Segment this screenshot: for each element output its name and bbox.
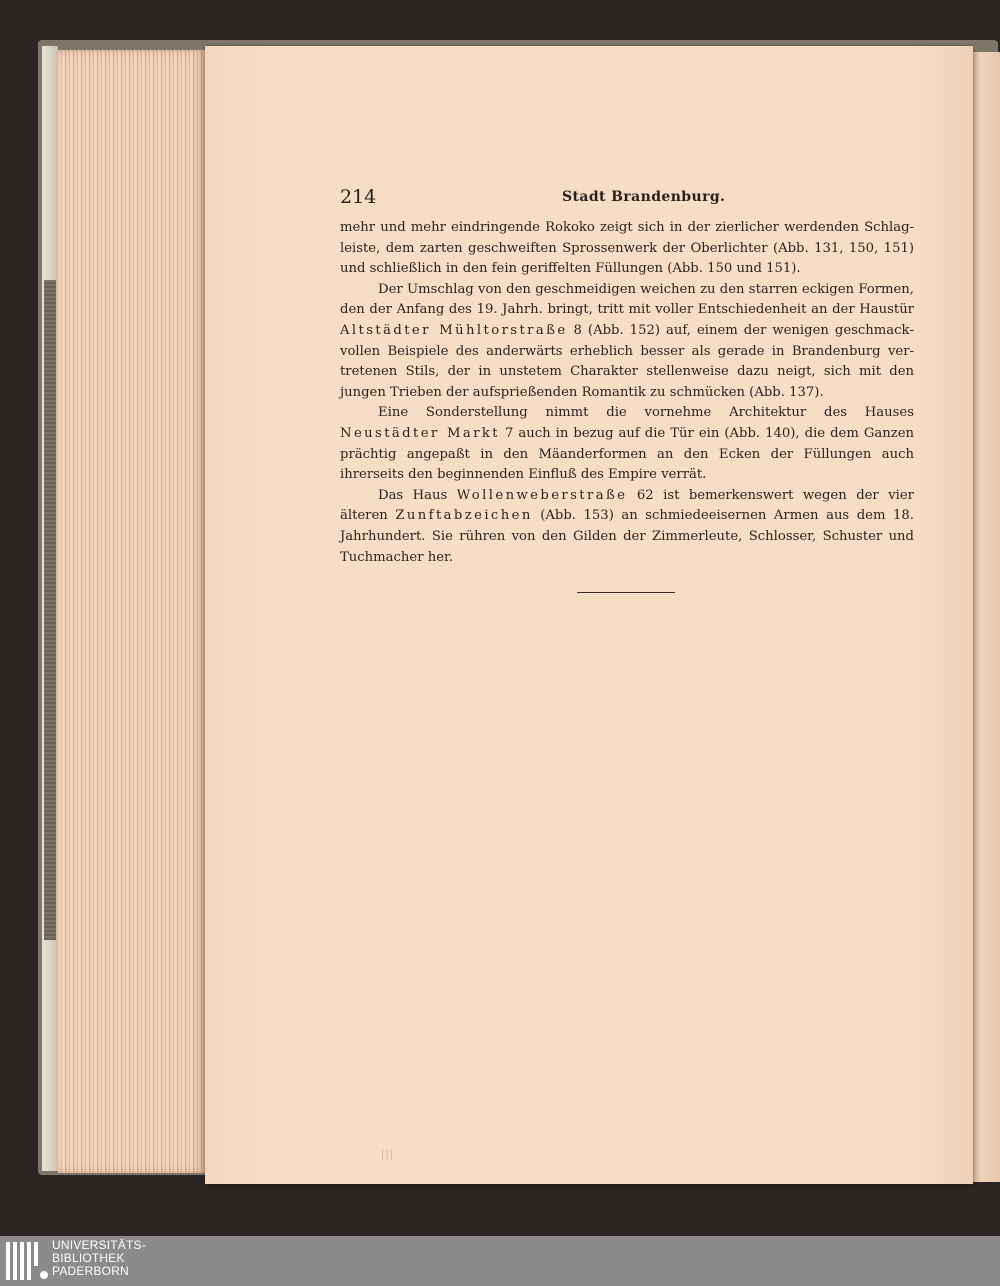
paragraph-text: 7 auch in bezug auf die Tür ein (Abb. 140), die dem Ganzen prächtig angepaßt in den Mäanderformen an den Ecken der Füllungen auch ihrerseits den beginnenden Einfluß des Empire verrät.: [340, 425, 915, 483]
library-name-line-3: PADERBORN: [52, 1264, 129, 1278]
book-page: [205, 46, 973, 1184]
facing-page-edge: [973, 52, 1000, 1182]
page-header: [340, 186, 900, 216]
paragraph-text: Das Haus: [378, 487, 457, 503]
spaced-emphasis-text: Zunftabzeichen: [395, 508, 533, 524]
spaced-emphasis-text: Neustädter Markt: [340, 425, 500, 441]
paragraph-text: Eine Sonderstellung nimmt die vornehme Architektur des Hauses: [378, 405, 914, 421]
spaced-emphasis-text: Altstädter Mühltorstraße: [340, 322, 568, 338]
library-name-line-2: BIBLIOTHEK: [52, 1251, 125, 1265]
paragraph-text: (Abb. 153) an schmiedeeisernen Armen aus dem 18. Jahrhundert. Sie rühren von den Gilden der Zimmerleute, Schlosser, Schuster und Tuchmacher her.: [340, 508, 914, 565]
paragraph-text: 62 ist bemerkenswert wegen der vier älteren: [340, 487, 914, 524]
paragraph-text: Der Umschlag von den geschmeidigen weichen zu den starren eckigen Formen, den der Anfang des 19. Jahrh. bringt, tritt mit voller Entschiedenheit an der Haustür: [340, 281, 914, 318]
running-title: Stadt Brandenburg.: [562, 189, 726, 205]
library-footer: [0, 1236, 1000, 1286]
library-name: [52, 1239, 146, 1278]
book-spine-cloth: [44, 280, 56, 940]
paragraph: [340, 218, 914, 280]
page-number: 214: [340, 186, 377, 208]
paragraph-text: 8 (Abb. 152) auf, einem der wenigen geschmackvollen Beispiele des anderwärts erheblich besser als gerade in Brandenburg vertretenen Stils, der in unstetem Charakter stellenweise dazu neigt, sich mit den jungen Trieben der aufsprießenden Romantik zu schmücken (Abb. 137).: [340, 322, 914, 400]
page-stack-edges: [58, 50, 206, 1173]
section-divider: [577, 592, 675, 593]
paragraph: [340, 403, 914, 485]
body-text: [340, 218, 914, 568]
library-name-line-1: UNIVERSITÄTS-: [52, 1238, 146, 1252]
paragraph: [340, 280, 914, 404]
spaced-emphasis-text: Wollenweberstraße: [456, 487, 628, 503]
faint-mark: |||: [381, 1149, 395, 1160]
library-logo-icon: [6, 1242, 46, 1280]
paragraph: [340, 486, 914, 568]
paragraph-text: mehr und mehr eindringende Rokoko zeigt sich in der zierlicher werdenden Schlagleiste, dem zarten geschweiften Sprossenwerk der Oberlichter (Abb. 131, 150, 151) und schließlich in den fein geriffelten Füllungen (Abb. 150 und 151).: [340, 220, 914, 277]
